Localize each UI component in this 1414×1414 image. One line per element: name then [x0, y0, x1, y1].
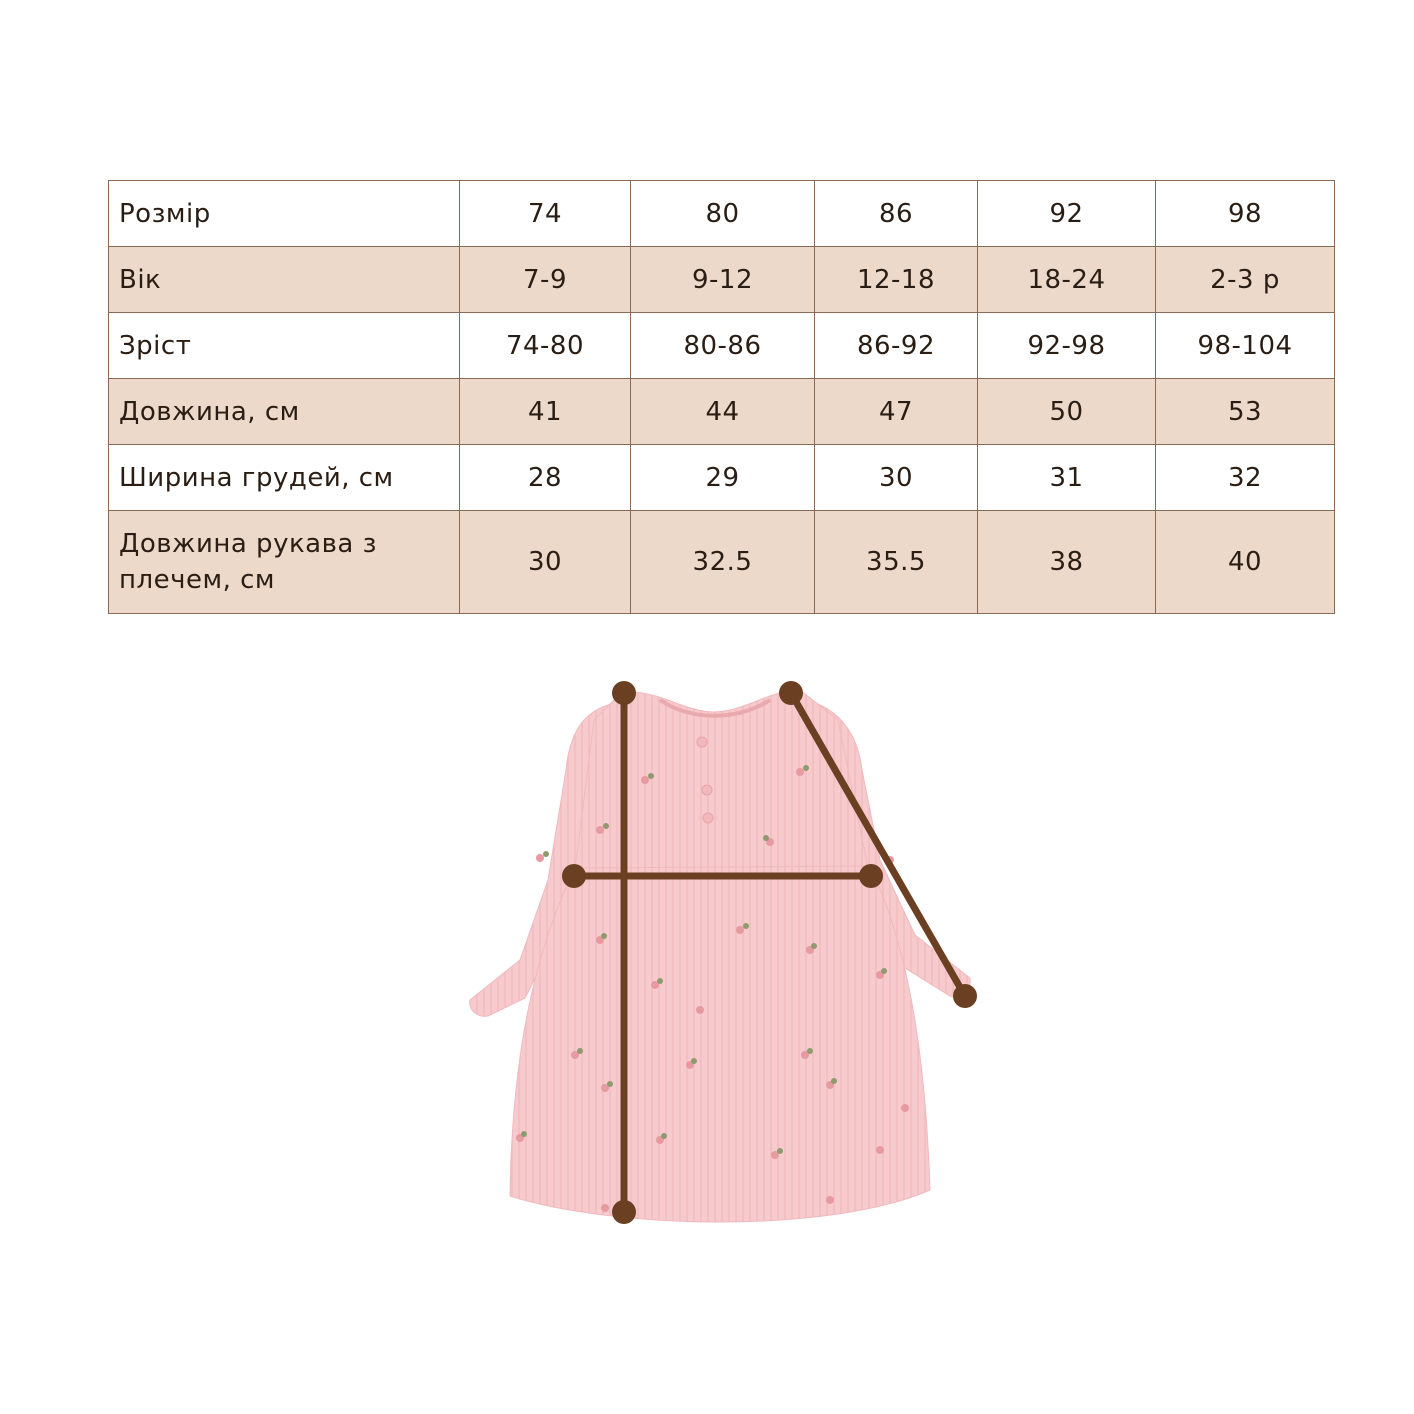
cell-length-86: 47 [815, 379, 978, 445]
cell-age-98: 2-3 р [1156, 247, 1335, 313]
cell-age-86: 12-18 [815, 247, 978, 313]
cell-size-86: 86 [815, 181, 978, 247]
row-label-size: Розмір [109, 181, 460, 247]
row-label-length: Довжина, см [109, 379, 460, 445]
row-label-sleeve-length: Довжина рукава з плечем, см [109, 511, 460, 614]
cell-size-98: 98 [1156, 181, 1335, 247]
cell-length-80: 44 [631, 379, 815, 445]
cell-size-80: 80 [631, 181, 815, 247]
length-measure-icon [612, 681, 636, 1224]
cell-height-86: 86-92 [815, 313, 978, 379]
cell-sleeve-80: 32.5 [631, 511, 815, 614]
cell-size-92: 92 [978, 181, 1156, 247]
row-label-age: Вік [109, 247, 460, 313]
cell-sleeve-92: 38 [978, 511, 1156, 614]
cell-chest-74: 28 [460, 445, 631, 511]
left-sleeve [470, 702, 622, 1016]
cell-chest-92: 31 [978, 445, 1156, 511]
cell-age-74: 7-9 [460, 247, 631, 313]
button-icon [697, 737, 707, 747]
cell-sleeve-74: 30 [460, 511, 631, 614]
cell-sleeve-86: 35.5 [815, 511, 978, 614]
cell-age-80: 9-12 [631, 247, 815, 313]
cell-size-74: 74 [460, 181, 631, 247]
chest-width-measure-icon [562, 864, 883, 888]
cell-length-98: 53 [1156, 379, 1335, 445]
table-row-chest-width [109, 445, 1335, 511]
cell-length-92: 50 [978, 379, 1156, 445]
cell-chest-86: 30 [815, 445, 978, 511]
measurement-lines [562, 681, 977, 1224]
table-row-size [109, 181, 1335, 247]
table-row-sleeve-length [109, 511, 1335, 614]
cell-chest-80: 29 [631, 445, 815, 511]
cell-sleeve-98: 40 [1156, 511, 1335, 614]
row-label-height: Зріст [109, 313, 460, 379]
row-label-chest-width: Ширина грудей, см [109, 445, 460, 511]
right-sleeve [805, 700, 970, 997]
cell-height-92: 92-98 [978, 313, 1156, 379]
button-icon [702, 785, 712, 795]
cell-length-74: 41 [460, 379, 631, 445]
dress-icon [470, 690, 971, 1222]
button-icon [703, 813, 713, 823]
table-row-height [109, 313, 1335, 379]
table-row-length [109, 379, 1335, 445]
neckline [660, 700, 770, 716]
bodice [575, 690, 868, 870]
cell-chest-98: 32 [1156, 445, 1335, 511]
cell-height-98: 98-104 [1156, 313, 1335, 379]
skirt [510, 866, 930, 1222]
flower-print-icon [516, 768, 909, 1212]
cell-age-92: 18-24 [978, 247, 1156, 313]
table-row-age [109, 247, 1335, 313]
cell-height-80: 80-86 [631, 313, 815, 379]
sleeve-length-measure-icon [779, 681, 977, 1008]
size-chart-table [108, 180, 1335, 614]
cell-height-74: 74-80 [460, 313, 631, 379]
leaf-print-icon [521, 765, 887, 1154]
